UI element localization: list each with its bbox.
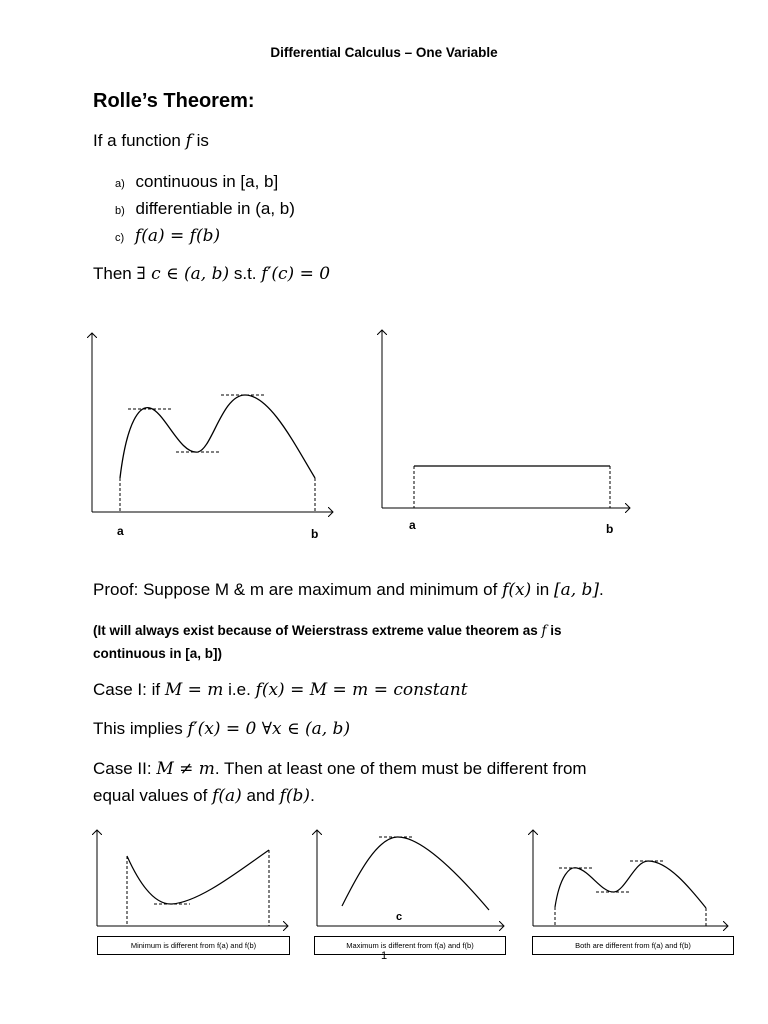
note-line-1 xyxy=(93,619,561,643)
page-number: 1 xyxy=(381,950,388,962)
case-2-line-2 xyxy=(93,786,315,806)
case-1-math: M = m xyxy=(164,680,224,700)
small-figure-1-curve xyxy=(127,850,269,904)
conclusion-lead: Then xyxy=(93,264,137,283)
case-2-line-1 xyxy=(93,759,587,779)
intro-tail: is xyxy=(191,131,209,150)
note-tail: is xyxy=(546,623,562,638)
case-2-lead: Case II: xyxy=(93,759,157,778)
small-figure-3-curve xyxy=(555,861,706,908)
condition-text: continuous in [a, b] xyxy=(135,172,279,191)
note-var: f xyxy=(541,623,547,639)
implies-math: f′(x) = 0 ∀x ∈ (a, b) xyxy=(187,719,351,739)
case-2-math: M ≠ m xyxy=(156,759,215,779)
conclusion-math-2: f′(c) = 0 xyxy=(261,264,331,284)
figure-2-label-a: a xyxy=(409,518,416,532)
proof-math-2: [a, b] xyxy=(553,580,600,600)
conclusion-mid: s.t. xyxy=(229,264,262,283)
figure-2-constant-function xyxy=(382,330,630,508)
proof-lead: Proof: Suppose M & m are maximum and minimum of xyxy=(93,580,503,599)
proof-mid: in xyxy=(531,580,554,599)
note-lead: (It will always exist because of Weierstrass extreme value theorem as xyxy=(93,623,542,638)
intro-var: f xyxy=(185,131,192,151)
small-figure-maximum xyxy=(317,830,504,926)
figure-1-rolle-curve xyxy=(92,333,333,512)
case-2-line2-math-1: f(a) xyxy=(212,786,242,806)
proof-math-1: f(x) xyxy=(502,580,532,600)
case-1-mid: i.e. xyxy=(223,680,256,699)
figure-2-label-b: b xyxy=(606,522,614,536)
caption-maximum: Maximum is different from f(a) and f(b) xyxy=(314,936,506,955)
small-figure-2-curve xyxy=(342,837,489,910)
small-figure-2-label-c: c xyxy=(396,911,403,923)
case-2-tail: . Then at least one of them must be different from xyxy=(214,759,587,778)
conclusion-math-1: ∃ c ∈ (a, b) xyxy=(136,264,230,284)
condition-marker: a) xyxy=(115,178,125,190)
document-header: Differential Calculus – One Variable xyxy=(270,45,498,60)
case-1-math-2: f(x) = M = m = constant xyxy=(255,680,468,700)
case-1-lead: Case I: if xyxy=(93,680,165,699)
case-2-line2-mid: and xyxy=(241,786,280,805)
caption-minimum: Minimum is different from f(a) and f(b) xyxy=(97,936,290,955)
small-figure-minimum xyxy=(97,830,288,926)
case-1-line xyxy=(93,680,468,700)
figure-1-label-a: a xyxy=(117,524,124,538)
proof-line xyxy=(93,580,604,600)
note-line-2: continuous in [a, b]) xyxy=(93,646,222,661)
intro-text: If a function xyxy=(93,131,186,150)
small-figure-both xyxy=(533,830,728,926)
condition-text: f(a) = f(b) xyxy=(134,226,221,246)
condition-marker: c) xyxy=(115,232,125,244)
case-2-line2-math-2: f(b) xyxy=(279,786,311,806)
case-2-line2-tail: . xyxy=(310,786,315,805)
case-2-line2-lead: equal values of xyxy=(93,786,213,805)
caption-both: Both are different from f(a) and f(b) xyxy=(532,936,734,955)
condition-marker: b) xyxy=(115,205,125,217)
implies-line xyxy=(93,719,350,739)
section-title: Rolle’s Theorem: xyxy=(93,90,255,112)
proof-tail: . xyxy=(599,580,604,599)
figure-1-curve xyxy=(120,395,315,478)
figure-1-label-b: b xyxy=(311,527,319,541)
implies-lead: This implies xyxy=(93,719,188,738)
condition-text: differentiable in (a, b) xyxy=(135,199,295,218)
